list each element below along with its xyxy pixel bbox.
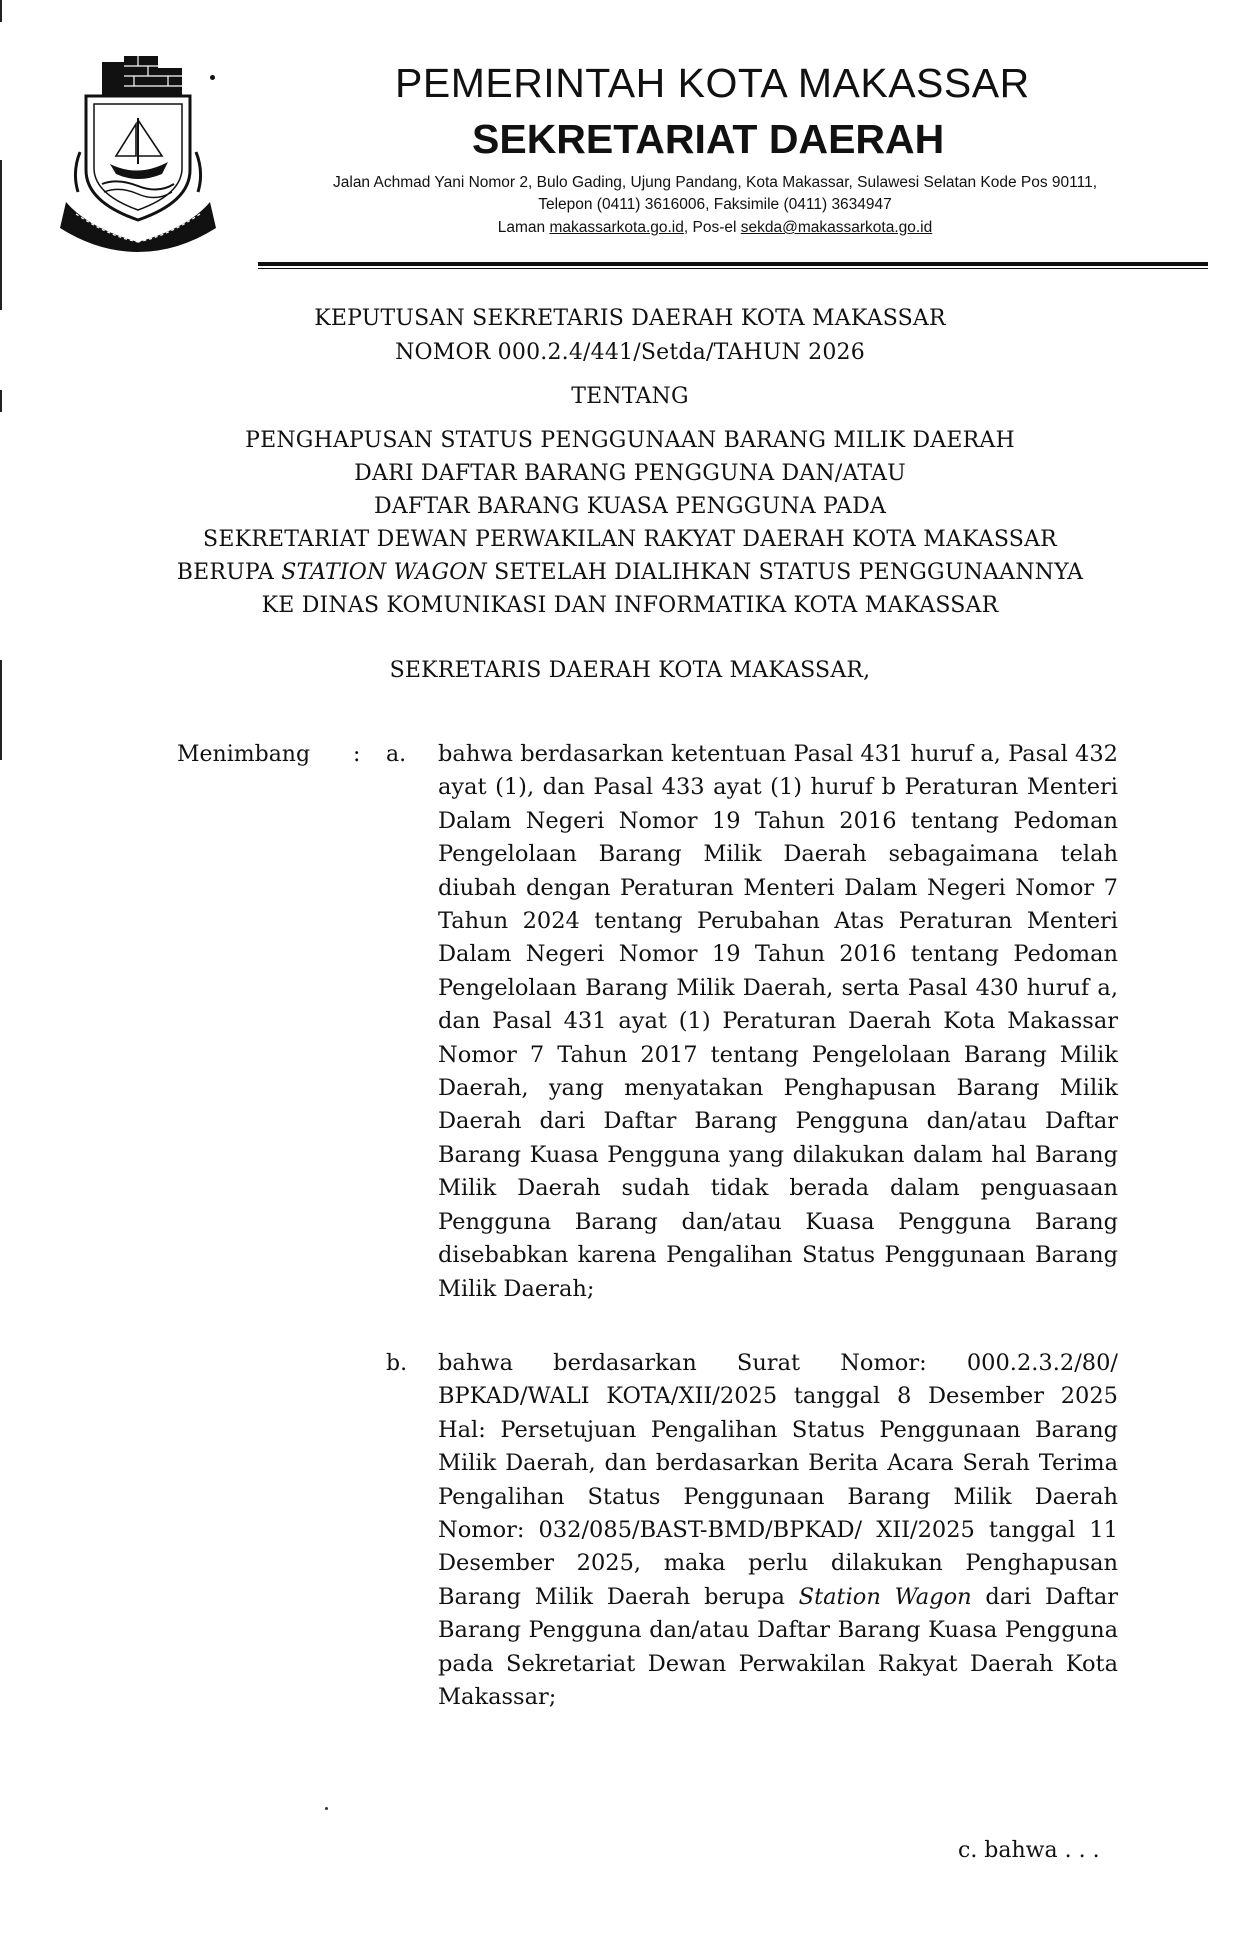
decree-subject-line: PENGHAPUSAN STATUS PENGGUNAAN BARANG MILIK DAERAH [245, 428, 1015, 453]
subject-italic-text: STATION WAGON [281, 560, 487, 585]
scan-dot [210, 75, 215, 80]
government-name: PEMERINTAH KOTA MAKASSAR [395, 60, 1030, 106]
address-line: Jalan Achmad Yani Nomor 2, Bulo Gading, Ujung Pandang, Kota Makassar, Sulawesi Selatan Kode Pos 90111, [333, 174, 1097, 191]
decree-about: TENTANG [571, 384, 689, 409]
scan-edge-mark [0, 160, 2, 310]
scan-edge-mark [0, 0, 2, 22]
item-b-letter: b. [386, 1351, 408, 1376]
letterhead-divider-thin [258, 268, 1208, 269]
item-b-text-part: dari Daftar Barang Pengguna dan/atau Daftar Barang Kuasa Pengguna pada Sekretariat Dewan Perwakilan Rakyat Daerah Kota Makassar; [438, 1583, 1118, 1711]
considering-label: Menimbang [177, 742, 311, 767]
page-continuation: c. bahwa . . . [958, 1838, 1100, 1863]
subject-text: SETELAH DIALIHKAN STATUS PENGGUNAANNYA [486, 560, 1084, 585]
item-a-text: bahwa berdasarkan ketentuan Pasal 431 huruf a, Pasal 432 ayat (1), dan Pasal 433 ayat (1) huruf b Peraturan Menteri Dalam Negeri Nomor 19 Tahun 2016 tentang Pedoman Pengelolaan Barang Milik Daerah sebagaimana telah diubah dengan Peraturan Menteri Dalam Negeri Nomor 7 Tahun 2024 tentang Perubahan Atas Peraturan Menteri Dalam Negeri Nomor 19 Tahun 2016 tentang Pedoman Pengelolaan Barang Milik Daerah, serta Pasal 430 huruf a, dan Pasal 431 ayat (1) Peraturan Daerah Kota Makassar Nomor 7 Tahun 2017 tentang Pengelolaan Barang Milik Daerah, yang menyatakan Penghapusan Barang Milik Daerah dari Daftar Barang Pengguna dan/atau Daftar Barang Kuasa Pengguna yang dilakukan dalam hal Barang Milik Daerah sudah tidak berada dalam penguasaan Pengguna Barang dan/atau Kuasa Pengguna Barang disebabkan karena Pengalihan Status Penggunaan Barang Milik Daerah; [438, 741, 1118, 1302]
web-email-line [250, 219, 1180, 237]
decree-title: KEPUTUSAN SEKRETARIS DAERAH KOTA MAKASSAR [314, 306, 946, 331]
phone-line: Telepon (0411) 3616006, Faksimile (0411) 3634947 [538, 196, 892, 213]
makassar-city-emblem-icon [58, 52, 218, 252]
item-b-italic-text: Station Wagon [798, 1583, 972, 1610]
decree-number: NOMOR 000.2.4/441/Setda/TAHUN 2026 [395, 340, 865, 365]
scan-dot [325, 1807, 328, 1810]
decree-subject-line: DAFTAR BARANG KUASA PENGGUNA PADA [373, 494, 887, 519]
letterhead-divider [258, 262, 1208, 266]
item-b-text-part: bahwa berdasarkan Surat Nomor: 000.2.3.2/80/ BPKAD/WALI KOTA/XII/2025 tanggal 8 Desember 2025 Hal: Persetujuan Pengalihan Status Penggunaan Barang Milik Daerah, dan berdasarkan Berita Acara Serah Terima Pengalihan Status Penggunaan Barang Milik Daerah Nomor: 032/085/BAST-BMD/BPKAD/ XII/2025 tanggal 11 Desember 2025, maka perlu dilakukan Penghapusan Barang Milik Daerah berupa [438, 1350, 1118, 1610]
subject-text: BERUPA [176, 560, 282, 585]
decree-issuer: SEKRETARIS DAERAH KOTA MAKASSAR, [389, 658, 871, 683]
decree-subject-line [0, 560, 1260, 585]
email-label: , Pos-el [683, 219, 737, 236]
email-link[interactable]: sekda@makassarkota.go.id [740, 219, 933, 236]
decree-subject-line: KE DINAS KOMUNIKASI DAN INFORMATIKA KOTA MAKASSAR [261, 593, 999, 618]
considering-colon: : [353, 742, 361, 767]
decree-subject-line: DARI DAFTAR BARANG PENGGUNA DAN/ATAU [354, 461, 906, 486]
item-b-text [438, 1347, 1118, 1714]
item-a-letter: a. [386, 742, 407, 767]
office-name: SEKRETARIAT DAERAH [472, 116, 945, 162]
website-link[interactable]: makassarkota.go.id [549, 219, 684, 236]
web-label: Laman [497, 219, 546, 236]
decree-subject-line: SEKRETARIAT DEWAN PERWAKILAN RAKYAT DAERAH KOTA MAKASSAR [203, 527, 1057, 552]
